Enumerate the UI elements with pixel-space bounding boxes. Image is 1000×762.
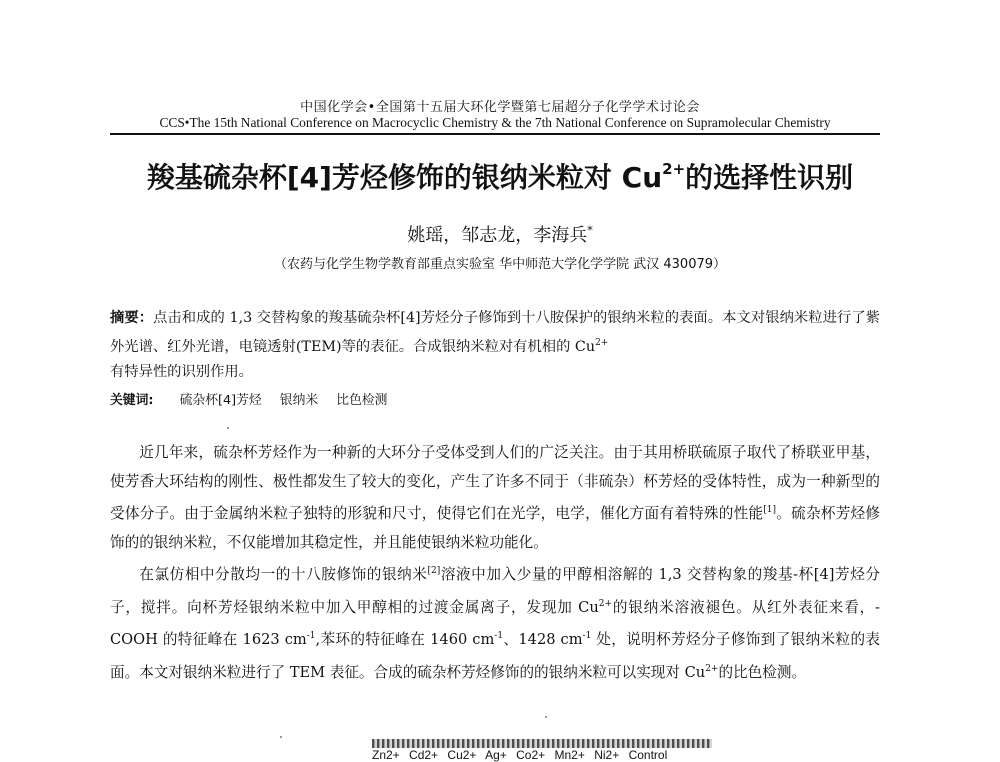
- body-paragraph-1: [110, 439, 880, 557]
- keywords: [110, 389, 880, 408]
- body-text-run: 。硫杂杯芳烃修饰的的银纳米粒，不仅能增加其稳定性，并且能使银纳米粒功能化。: [110, 505, 880, 551]
- ion-label: Co2+: [516, 748, 546, 762]
- ion-label: Ag+: [485, 748, 507, 762]
- superscript: -1: [306, 631, 316, 642]
- keywords-label: 关键词:: [110, 393, 154, 408]
- ion-label: Cd2+: [409, 748, 439, 762]
- keyword-item: 硫杂杯[4]芳烃: [179, 393, 262, 408]
- body-text: [110, 439, 880, 687]
- body-paragraph-2: [110, 557, 880, 687]
- scan-speck: [227, 427, 229, 429]
- body-text-run: 、1428 cm: [503, 631, 583, 648]
- ion-label: Cu2+: [447, 748, 477, 762]
- author-list: [0, 221, 1000, 247]
- paper-title: [0, 156, 1000, 196]
- ion-label: Zn2+: [372, 748, 400, 762]
- header-rule: [110, 133, 880, 135]
- title-tail: 的选择性识别: [685, 161, 854, 194]
- body-text-run: 的比色检测。: [718, 663, 807, 681]
- body-text-run: 在氯仿相中分散均一的十八胺修饰的银纳米: [139, 566, 428, 584]
- title-main: 羧基硫杂杯[4]芳烃修饰的银纳米粒对 Cu: [146, 161, 663, 194]
- figure-photo-top-edge: [372, 739, 712, 760]
- abstract-text-2: 有特异性的识别作用。: [110, 363, 253, 380]
- body-text-run: ,苯环的特征峰在 1460 cm: [315, 631, 495, 648]
- superscript: 2+: [705, 663, 719, 674]
- ion-label: Ni2+: [594, 748, 620, 762]
- abstract-label: 摘要：: [110, 310, 154, 326]
- author-affiliation: （农药与化学生物学教育部重点实验室 华中师范大学化学学院 武汉 430079）: [273, 257, 727, 272]
- abstract-text-1: 点击和成的 1,3 交替构象的羧基硫杂杯[4]芳烃分子修饰到十八胺保护的银纳米粒的表面。本文对银纳米粒进行了紫外光谱、红外光谱，电镜透射(TEM)等的表征。合成银纳米粒对有机相的 Cu: [110, 310, 881, 355]
- superscript: 2+: [598, 598, 613, 609]
- ion-label: Mn2+: [554, 748, 585, 762]
- abstract: [110, 306, 880, 385]
- conference-title-english: CCS•The 15th National Conference on Macrocyclic Chemistry & the 7th National Conference on Supramolecular Chemistry: [159, 115, 831, 130]
- body-text-run: 处，说明杯芳烃分子修饰到了银纳米粒的表面。本文对银纳米粒进行了 TEM 表征。合成的硫杂杯芳烃修饰的的银纳米粒可以实现对 Cu: [110, 631, 880, 681]
- citation-ref-2: [2]: [427, 566, 441, 577]
- body-text-run: 溶液中加入少量的甲醇相溶解的 1,3 交替构象的羧基-杯[4]芳烃分子，搅拌。向杯芳烃银纳米粒中加入甲醇相的过渡金属离子，发现加 Cu: [110, 566, 880, 616]
- superscript: -1: [494, 631, 504, 642]
- keyword-item: 比色检测: [336, 393, 388, 408]
- scan-speck: [280, 736, 282, 738]
- body-text-run: 近几年来，硫杂杯芳烃作为一种新的大环分子受体受到人们的广泛关注。由于其用桥联硫原子取代了桥联亚甲基，使芳香大环结构的刚性、极性都发生了较大的变化，产生了许多不同于（非硫杂）杯芳烃的受体特性，成为一种新型的受体分子。由于金属纳米粒子独特的形貌和尺寸，使得它们在光学，电学，催化方面有着特殊的性能: [110, 444, 880, 523]
- keyword-item: 银纳米: [279, 393, 319, 408]
- title-superscript: 2+: [662, 159, 686, 178]
- abstract-superscript: 2+: [595, 338, 609, 348]
- ion-label: Control: [628, 748, 668, 762]
- superscript: -1: [582, 631, 592, 642]
- conference-title-chinese: 中国化学会•全国第十五届大环化学暨第七届超分子化学学术讨论会: [300, 100, 700, 115]
- corresponding-author-mark: *: [587, 224, 593, 237]
- author-names: 姚瑶，邹志龙，李海兵: [407, 225, 588, 246]
- body-text-run: 的银纳米溶液褪色。从红外表征来看，-COOH 的特征峰在 1623 cm: [110, 598, 880, 648]
- figure-photo-noise: [372, 739, 712, 748]
- citation-ref-1: [1]: [763, 505, 777, 516]
- scan-speck: [545, 716, 547, 718]
